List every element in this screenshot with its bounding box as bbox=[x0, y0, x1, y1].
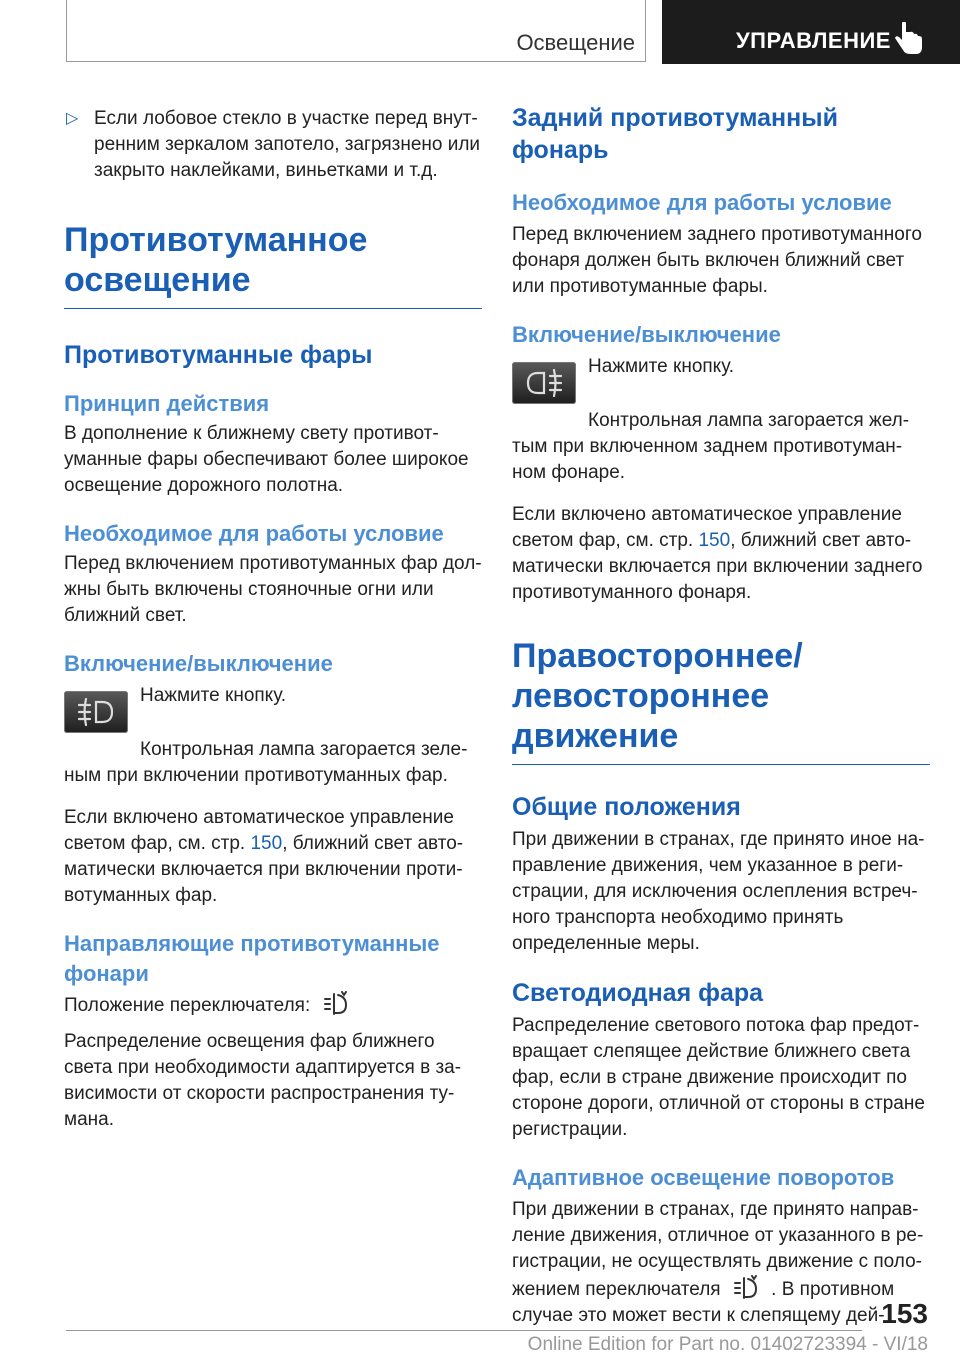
hand-pointer-icon bbox=[894, 22, 924, 56]
lamp-text-rear: Контрольная лампа загорается жел‐тым при включенном заднем противотуман‐ном фонаре. bbox=[512, 410, 910, 483]
page-link[interactable]: 150 bbox=[250, 833, 283, 854]
front-fog-button-row bbox=[64, 683, 482, 733]
text-general: При движении в странах, где принято иное на‐правление движения, чем указанное в реги‐страции, для исключения ослепления встреч‐ного транспорта необходимо принять определенные меры. bbox=[512, 829, 925, 954]
text-principle: В дополнение к ближнему свету противот‐уманные фары обеспечивают более широкое освещение дорожного полотна. bbox=[64, 423, 469, 496]
text-led: Распределение светового потока фар предот‐вращает слепящее действие ближнего света фар, если в стране движение происходит по стороне дороги, отличной от стороны в стране регистрации. bbox=[512, 1015, 925, 1140]
bullet-item bbox=[64, 106, 482, 184]
section-title-fog: Противотуманное освещение bbox=[64, 220, 482, 309]
auto-light-text-rear: Если включено автоматическое управление светом фар, см. стр. 150, ближний свет авто‐матически включается при включении заднего противотуманного фонаря. bbox=[512, 504, 923, 603]
text-adaptive: При движении в странах, где принято направ‐ление движения, отличное от указанного в ре‐гистрации, не осуществлять движение с поло‐жением переключателя . В противном случае это может вести к слепящему дей‐ bbox=[512, 1199, 924, 1326]
subsection-general: Общие положения bbox=[512, 793, 741, 821]
heading-principle: Принцип действия bbox=[64, 391, 270, 416]
auto-headlight-icon bbox=[322, 991, 350, 1017]
page-number: 153 bbox=[881, 1298, 928, 1329]
heading-adaptive: Адаптивное освещение поворотов bbox=[512, 1165, 895, 1190]
distribution-text: Распределение освещения фар ближнего света при необходимости адаптируется в за‐висимости от скорости распространения ту‐мана. bbox=[64, 1031, 462, 1130]
press-button-text-rear: Нажмите кнопку. bbox=[588, 356, 735, 377]
header-chapter-title: УПРАВЛЕНИЕ bbox=[736, 28, 891, 53]
subsection-rear-fog: Задний противотуманный фонарь bbox=[512, 104, 838, 164]
heading-switch: Включение/выключение bbox=[64, 651, 333, 676]
front-fog-light-icon bbox=[76, 697, 116, 727]
auto-light-text: Если включено автоматическое управление светом фар, см. стр. 150, ближний свет авто‐матически включается при включении проти‐вотуманных фар. bbox=[64, 807, 464, 906]
subsection-front-fog: Противотуманные фары bbox=[64, 341, 373, 369]
switch-position-text: Положение переключателя: bbox=[64, 991, 482, 1019]
footer-edition: Online Edition for Part no. 01402723394 - VI/18 bbox=[527, 1334, 928, 1355]
heading-condition-rear: Необходимое для работы условие bbox=[512, 190, 892, 215]
heading-switch-rear: Включение/выключение bbox=[512, 322, 781, 347]
bullet-text: Если лобовое стекло в участке перед внут‐ренним зеркалом запотело, загрязнено или закрыто наклейками, виньетками и т.д. bbox=[94, 108, 481, 181]
text-condition-rear: Перед включением заднего противотуманного фонаря должен быть включен ближний свет или противотуманные фары. bbox=[512, 224, 922, 297]
front-fog-button[interactable] bbox=[64, 691, 128, 733]
footer-divider bbox=[66, 1330, 862, 1331]
heading-condition: Необходимое для работы условие bbox=[64, 521, 444, 546]
lamp-text: Контрольная лампа загорается зеле‐ным при включении противотуманных фар. bbox=[64, 739, 468, 786]
right-column bbox=[512, 100, 930, 1329]
text-condition: Перед включением противотуманных фар дол‐жны быть включены стояночные огни или ближний свет. bbox=[64, 553, 482, 626]
left-column bbox=[64, 100, 482, 1133]
header-section-tab bbox=[66, 0, 646, 62]
heading-guide-lights: Направляющие противотуманные фонари bbox=[64, 931, 440, 986]
header-section-title: Освещение bbox=[516, 30, 635, 55]
triangle-bullet-icon: ▷ bbox=[66, 110, 79, 127]
subsection-led: Светодиодная фара bbox=[512, 979, 764, 1007]
press-button-text: Нажмите кнопку. bbox=[140, 685, 287, 706]
rear-fog-button-row bbox=[512, 354, 930, 404]
auto-headlight-icon-inline bbox=[732, 1275, 760, 1301]
rear-fog-button[interactable] bbox=[512, 362, 576, 404]
page-link-rear[interactable]: 150 bbox=[698, 530, 731, 551]
section-title-traffic: Правостороннее/левостороннее движение bbox=[512, 636, 930, 765]
rear-fog-light-icon bbox=[524, 368, 564, 398]
header-chapter-tab bbox=[662, 0, 960, 64]
